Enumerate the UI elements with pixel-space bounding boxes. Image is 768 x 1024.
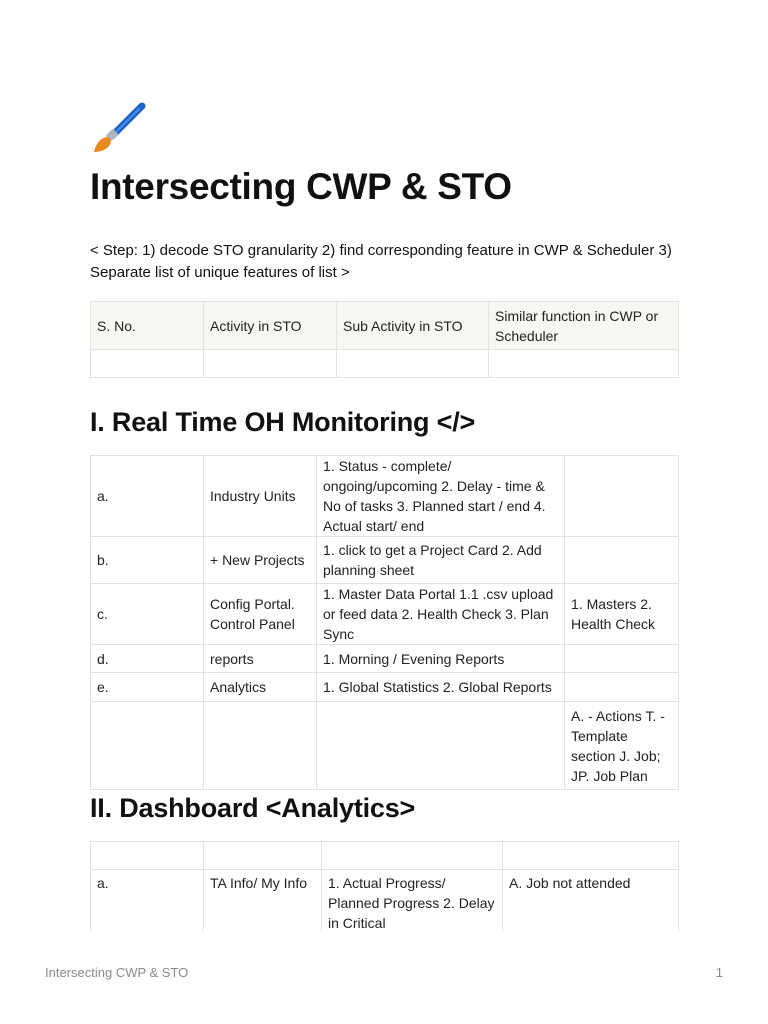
table-cell [337,350,489,378]
table-cell: Analytics [204,673,317,702]
table-cell: TA Info/ My Info [204,870,322,932]
table-cell: a. [91,870,204,932]
table-cell [91,842,204,870]
table-cell [317,702,565,790]
table-cell: 1. Status - complete/ ongoing/upcoming 2. Delay - time & No of tasks 3. Planned start / end 4. Actual start/ end [317,456,565,537]
table-row [91,702,679,790]
header-cell: Sub Activity in STO [337,302,489,350]
table-cell: e. [91,673,204,702]
table-cell [91,702,204,790]
table-cell [565,673,679,702]
table-row [91,645,679,673]
table-cell [503,842,679,870]
table-header-row [91,302,679,350]
table-row [91,350,679,378]
table-row [91,537,679,584]
table-row [91,870,679,932]
paintbrush-icon [90,100,148,156]
table-cell: reports [204,645,317,673]
table-row [91,456,679,537]
table-cell: 1. Global Statistics 2. Global Reports [317,673,565,702]
header-cell: Similar function in CWP or Scheduler [489,302,679,350]
sto-mapping-table [90,301,679,378]
page-title: Intersecting CWP & STO [90,166,512,207]
table-cell: 1. click to get a Project Card 2. Add planning sheet [317,537,565,584]
table-cell: 1. Morning / Evening Reports [317,645,565,673]
table-cell: 1. Actual Progress/ Planned Progress 2. Delay in Critical [322,870,503,932]
table-cell: b. [91,537,204,584]
table-cell [565,456,679,537]
header-cell: S. No. [91,302,204,350]
dashboard-table [90,841,679,931]
oh-monitoring-table [90,455,679,790]
section-heading: II. Dashboard <Analytics> [90,793,416,823]
table-cell [489,350,679,378]
table-cell [322,842,503,870]
table-cell: + New Projects [204,537,317,584]
table-cell: a. [91,456,204,537]
intro-text: < Step: 1) decode STO granularity 2) find corresponding feature in CWP & Scheduler 3) Separate list of unique features of list > [90,242,672,281]
table-cell [204,350,337,378]
table-cell [565,645,679,673]
table-cell: A. - Actions T. - Template section J. Job; JP. Job Plan [565,702,679,790]
footer-title: Intersecting CWP & STO [45,965,189,980]
table-cell: 1. Masters 2. Health Check [565,584,679,645]
table-cell: Industry Units [204,456,317,537]
header-cell: Activity in STO [204,302,337,350]
table-cell: d. [91,645,204,673]
dashboard-table-clip [0,841,768,931]
table-row [91,673,679,702]
table-cell [204,702,317,790]
table-cell: 1. Master Data Portal 1.1 .csv upload or feed data 2. Health Check 3. Plan Sync [317,584,565,645]
table-cell: A. Job not attended [503,870,679,932]
footer-page-number: 1 [715,965,723,980]
table-cell [204,842,322,870]
table-cell: c. [91,584,204,645]
table-row [91,584,679,645]
table-cell: Config Portal. Control Panel [204,584,317,645]
table-cell [91,350,204,378]
table-row [91,842,679,870]
table-cell [565,537,679,584]
section-heading: I. Real Time OH Monitoring </> [90,407,476,437]
